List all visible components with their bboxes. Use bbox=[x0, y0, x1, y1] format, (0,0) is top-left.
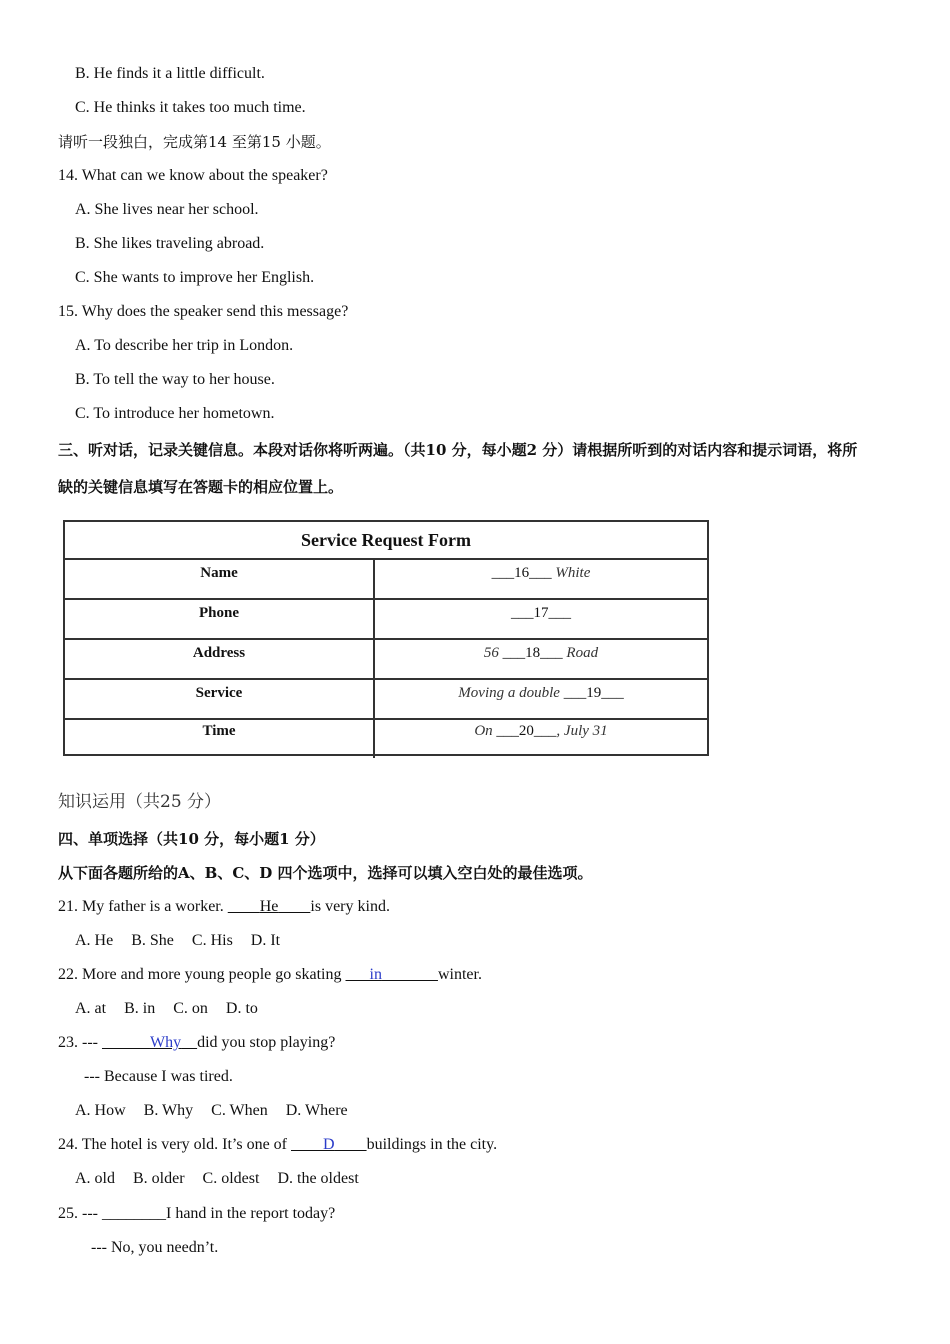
q22-blank-lead bbox=[346, 966, 370, 983]
q25-text: 25. --- bbox=[58, 1205, 102, 1222]
q21-option-c[interactable]: C. His bbox=[191, 932, 233, 949]
form-blank-16: ___16___ bbox=[491, 565, 552, 581]
q13-option-c: C. He thinks it takes too much time. bbox=[75, 99, 306, 116]
monologue-intro: 请听一段独白，完成第14 至第15 小题。 bbox=[58, 133, 331, 151]
q24-option-c[interactable]: C. oldest bbox=[202, 1170, 260, 1187]
q24-option-d[interactable]: D. the oldest bbox=[277, 1170, 359, 1187]
q23-blank-lead bbox=[102, 1034, 150, 1051]
q23-options bbox=[75, 1101, 366, 1121]
q22-answer: in bbox=[369, 966, 382, 983]
q25-blank[interactable]: ________ bbox=[101, 1205, 166, 1222]
form-blank-18: ___18___ bbox=[502, 645, 563, 661]
form-value-post: , July 31 bbox=[556, 723, 608, 739]
q25-reply: --- No, you needn’t. bbox=[91, 1239, 219, 1256]
q22-option-d[interactable]: D. to bbox=[225, 1000, 258, 1017]
q14-option-b: B. She likes traveling abroad. bbox=[75, 235, 265, 252]
q22-options bbox=[75, 999, 276, 1019]
q23-text-end: did you stop playing? bbox=[197, 1034, 336, 1051]
q21-question bbox=[58, 897, 390, 917]
q23-option-b[interactable]: B. Why bbox=[143, 1102, 194, 1119]
q22-text: 22. More and more young people go skating bbox=[58, 966, 346, 983]
form-value bbox=[375, 600, 707, 638]
form-value-pre: 56 bbox=[483, 645, 503, 661]
q14-option-c: C. She wants to improve her English. bbox=[75, 269, 315, 286]
q23-question bbox=[58, 1033, 335, 1053]
q24-option-b[interactable]: B. older bbox=[133, 1170, 185, 1187]
section4-title: 四、单项选择（共10 分，每小题1 分） bbox=[58, 830, 325, 848]
q23-reply: --- Because I was tired. bbox=[84, 1068, 233, 1085]
form-blank-17: ___17___ bbox=[511, 605, 571, 621]
form-label: Phone bbox=[65, 600, 375, 638]
form-label: Time bbox=[65, 718, 375, 758]
q21-blank-tail bbox=[278, 898, 310, 915]
q22-option-c[interactable]: C. on bbox=[173, 1000, 208, 1017]
q22-blank[interactable] bbox=[346, 966, 438, 983]
form-value-pre: On bbox=[474, 723, 497, 739]
section3-instruction-line1: 三、听对话，记录关键信息。本段对话你将听两遍。（共10 分，每小题2 分）请根据所听到的对话内容和提示词语，将所 bbox=[58, 441, 858, 459]
q24-text: 24. The hotel is very old. It’s one of bbox=[58, 1136, 291, 1153]
knowledge-heading: 知识运用（共25 分） bbox=[58, 792, 222, 812]
q23-answer: Why bbox=[149, 1034, 182, 1051]
form-row-address bbox=[65, 640, 707, 680]
q24-blank-tail bbox=[335, 1136, 367, 1153]
q23-option-a[interactable]: A. How bbox=[75, 1102, 126, 1119]
form-value bbox=[375, 718, 707, 758]
q23-blank-tail bbox=[181, 1034, 197, 1051]
q24-option-a[interactable]: A. old bbox=[75, 1170, 115, 1187]
q24-answer: D bbox=[323, 1136, 335, 1153]
q24-question bbox=[58, 1135, 497, 1155]
q15-option-a: A. To describe her trip in London. bbox=[75, 337, 294, 354]
service-request-form bbox=[63, 520, 709, 756]
q23-option-c[interactable]: C. When bbox=[211, 1102, 268, 1119]
q13-option-b: B. He finds it a little difficult. bbox=[75, 65, 265, 82]
q24-options bbox=[75, 1169, 377, 1189]
q21-blank-lead bbox=[228, 898, 260, 915]
q14-option-a: A. She lives near her school. bbox=[75, 201, 259, 218]
q22-blank-tail bbox=[382, 966, 438, 983]
q22-text-end: winter. bbox=[437, 966, 482, 983]
form-value-pre: Moving a double bbox=[458, 685, 564, 701]
form-label: Address bbox=[65, 640, 375, 678]
q24-text-end: buildings in the city. bbox=[366, 1136, 498, 1153]
q21-option-b[interactable]: B. She bbox=[131, 932, 174, 949]
q24-blank-lead bbox=[291, 1136, 323, 1153]
form-blank-19: ___19___ bbox=[563, 685, 624, 701]
q21-options bbox=[75, 931, 298, 951]
form-row-service bbox=[65, 680, 707, 720]
q24-blank[interactable] bbox=[291, 1136, 367, 1153]
section3-instruction-line2: 缺的关键信息填写在答题卡的相应位置上。 bbox=[58, 478, 344, 496]
form-title: Service Request Form bbox=[65, 522, 707, 560]
form-blank-20: ___20___ bbox=[496, 723, 557, 739]
q25-text-end: I hand in the report today? bbox=[165, 1205, 336, 1222]
section4-instruction: 从下面各题所给的A、B、C、D 四个选项中，选择可以填入空白处的最佳选项。 bbox=[58, 864, 593, 882]
form-value bbox=[375, 560, 707, 598]
form-label: Name bbox=[65, 560, 375, 598]
q25-question bbox=[58, 1204, 335, 1224]
q22-option-a[interactable]: A. at bbox=[75, 1000, 107, 1017]
q22-question bbox=[58, 965, 482, 985]
form-label: Service bbox=[65, 680, 375, 718]
q14-question: 14. What can we know about the speaker? bbox=[58, 167, 328, 184]
form-row-phone bbox=[65, 600, 707, 640]
form-value bbox=[375, 680, 707, 718]
form-value-post: White bbox=[551, 565, 591, 581]
q15-option-c: C. To introduce her hometown. bbox=[75, 405, 275, 422]
form-value bbox=[375, 640, 707, 678]
q21-answer: He bbox=[259, 898, 279, 915]
q22-option-b[interactable]: B. in bbox=[124, 1000, 156, 1017]
form-row-name bbox=[65, 560, 707, 600]
q15-option-b: B. To tell the way to her house. bbox=[75, 371, 275, 388]
q21-text: 21. My father is a worker. bbox=[58, 898, 228, 915]
q21-blank[interactable] bbox=[228, 898, 311, 915]
q15-question: 15. Why does the speaker send this message? bbox=[58, 303, 349, 320]
q23-option-d[interactable]: D. Where bbox=[285, 1102, 348, 1119]
q21-text-end: is very kind. bbox=[310, 898, 390, 915]
q23-text: 23. --- bbox=[58, 1034, 102, 1051]
q21-option-a[interactable]: A. He bbox=[75, 932, 114, 949]
q21-option-d[interactable]: D. It bbox=[250, 932, 281, 949]
form-row-time bbox=[65, 718, 707, 758]
q23-blank[interactable] bbox=[102, 1034, 197, 1051]
form-value-post: Road bbox=[562, 645, 599, 661]
